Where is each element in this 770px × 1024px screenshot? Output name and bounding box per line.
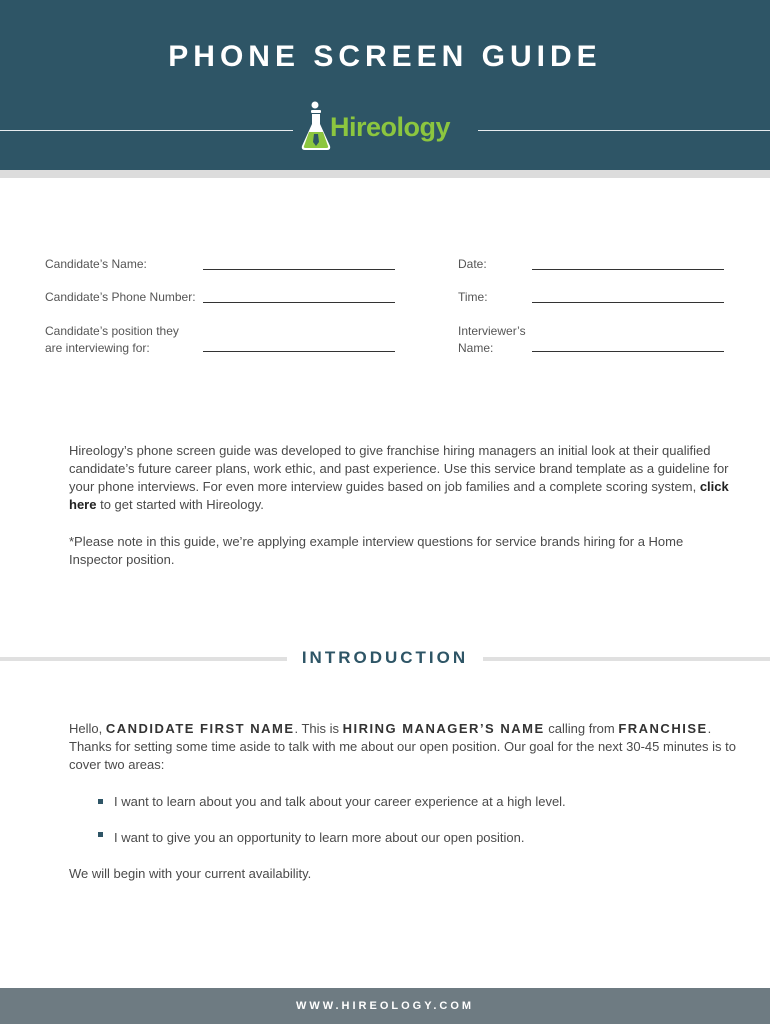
list-item: I want to learn about you and talk about your career experience at a high level. — [114, 794, 566, 809]
flask-icon — [300, 100, 332, 152]
candidate-position-label-2: are interviewing for: — [45, 341, 150, 355]
header-divider-right — [478, 130, 770, 131]
time-label: Time: — [458, 290, 488, 304]
footer-url[interactable]: WWW.HIREOLOGY.COM — [295, 1000, 475, 1012]
interviewer-field[interactable] — [532, 351, 724, 352]
bullet-icon — [98, 799, 103, 804]
description-text-end: to get started with Hireology. — [96, 497, 264, 512]
section-divider-left — [0, 657, 287, 661]
note-text: *Please note in this guide, we’re applying example interview questions for service brands hiring for a Home Inspector position. — [69, 534, 684, 567]
hireology-logo — [300, 100, 475, 150]
guide-description — [69, 442, 729, 514]
intro-this-is: . This is — [294, 721, 343, 736]
candidate-name-label: Candidate’s Name: — [45, 257, 147, 271]
date-field[interactable] — [532, 269, 724, 270]
header-divider-left — [0, 130, 293, 131]
date-label: Date: — [458, 257, 487, 271]
closing-text: We will begin with your current availability. — [69, 866, 312, 881]
section-title-introduction: INTRODUCTION — [301, 648, 469, 667]
candidate-position-label-1: Candidate’s position they — [45, 324, 179, 338]
header-banner — [0, 0, 770, 170]
description-text-start: Hireology’s phone screen guide was developed to give franchise hiring managers an initial look at their qualified candidate’s future career plans, work ethic, and past experience. Use this service brand template as a guideline for your phone interviews. For even more interview guides based on job families and a complete scoring system, — [69, 443, 729, 494]
intro-rest: Thanks for setting some time aside to talk with me about our open position. Our goal for the next 30-45 minutes is to cover two areas: — [69, 739, 736, 772]
page-title: PHONE SCREEN GUIDE — [168, 40, 602, 73]
interviewer-label-1: Interviewer’s — [458, 324, 526, 338]
intro-calling-from: calling from — [544, 721, 619, 736]
footer-bar — [0, 988, 770, 1024]
interviewer-label-2: Name: — [458, 341, 494, 355]
time-field[interactable] — [532, 302, 724, 303]
franchise-placeholder: FRANCHISE — [618, 721, 708, 736]
logo-text: Hireology — [330, 112, 451, 142]
manager-name-placeholder: HIRING MANAGER’S NAME — [342, 721, 545, 736]
candidate-name-field[interactable] — [203, 269, 395, 270]
candidate-name-placeholder: CANDIDATE FIRST NAME — [105, 721, 295, 736]
introduction-script — [69, 720, 739, 774]
header-shadow — [0, 170, 770, 178]
candidate-phone-label: Candidate’s Phone Number: — [45, 290, 196, 304]
candidate-phone-field[interactable] — [203, 302, 395, 303]
intro-hello: Hello, — [69, 721, 106, 736]
intro-period: . — [707, 721, 712, 736]
list-item: I want to give you an opportunity to learn more about our open position. — [114, 830, 525, 845]
section-divider-right — [483, 657, 770, 661]
click-here-link[interactable]: click here — [69, 479, 729, 512]
candidate-position-field[interactable] — [203, 351, 395, 352]
bullet-icon — [98, 832, 103, 837]
